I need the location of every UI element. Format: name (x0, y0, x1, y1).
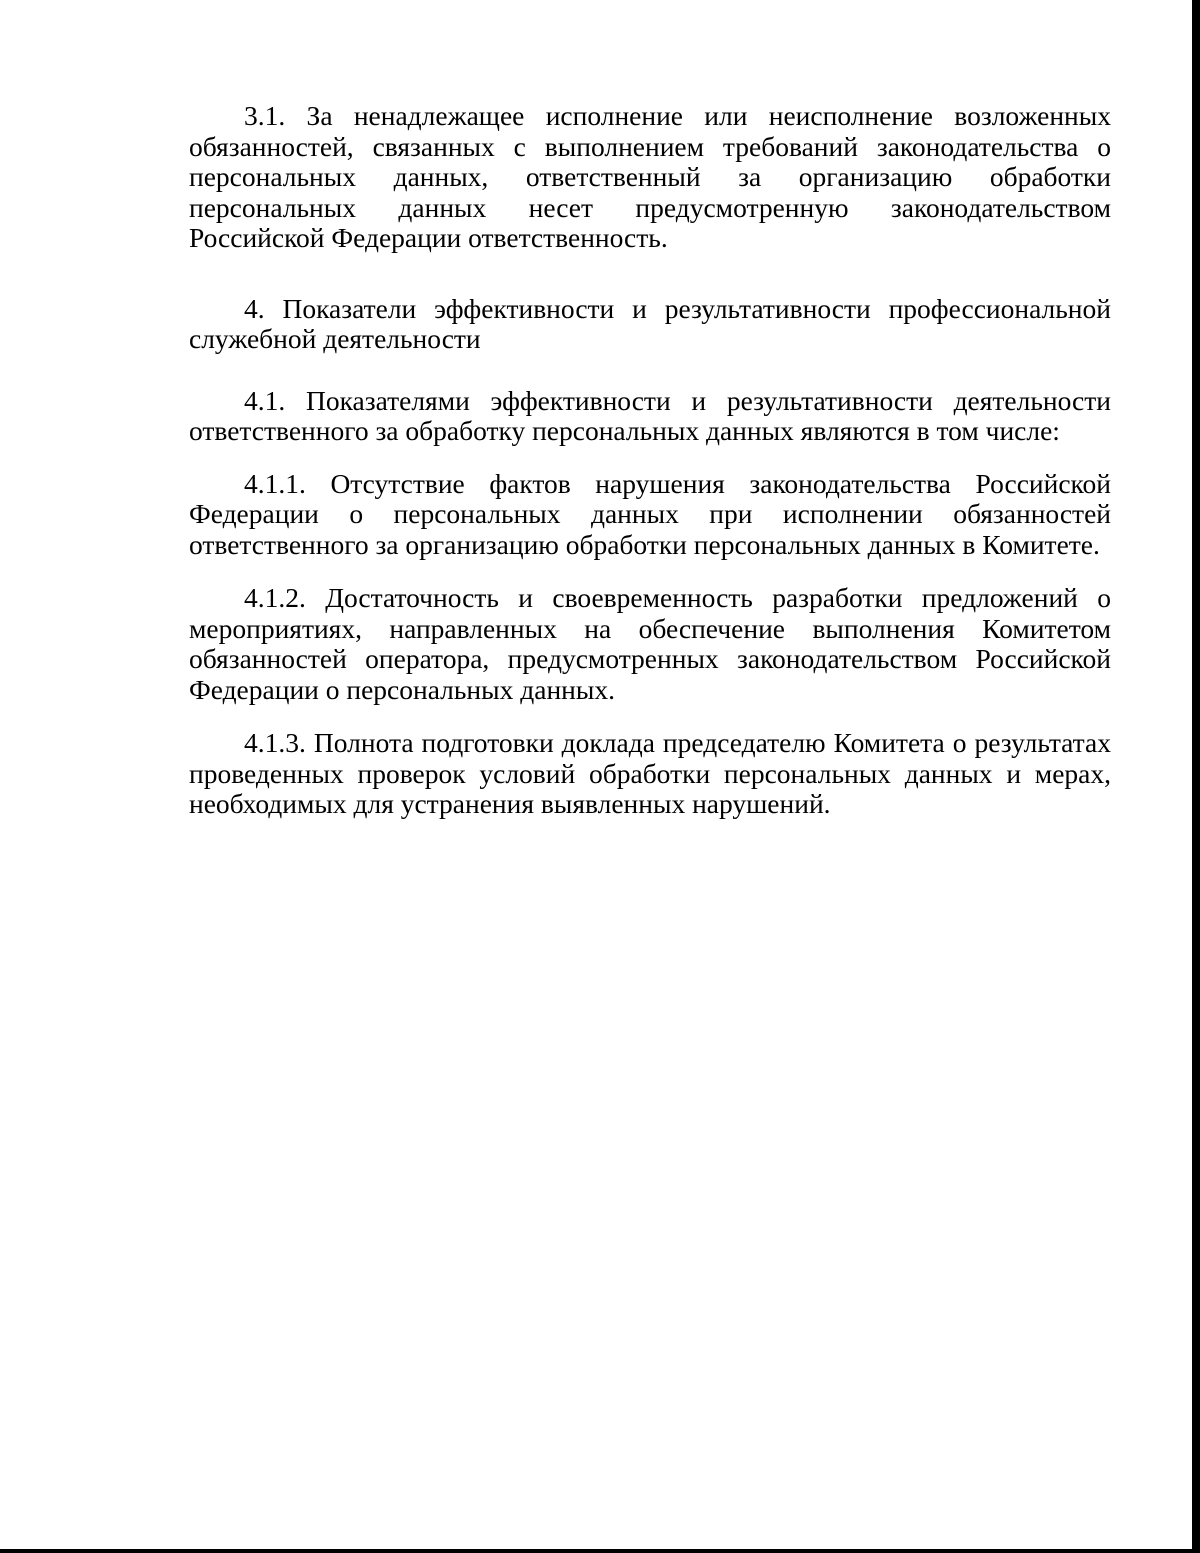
scan-edge-right (1192, 0, 1200, 1553)
scan-edge-bottom (0, 1549, 1200, 1553)
paragraph-3-1: 3.1. За ненадлежащее исполнение или неисполнение возложенных обязанностей, связанных с выполнением требований законодательства о персональных данных, ответственный за организацию обработки персональных данных несет предусмотренную законодательством Российской Федерации ответственность. (189, 100, 1111, 253)
paragraph-4-1-3: 4.1.3. Полнота подготовки доклада председателю Комитета о результатах проведенных проверок условий обработки персональных данных и мерах, необходимых для устранения выявленных нарушений. (189, 727, 1111, 819)
document-body (189, 101, 1111, 820)
paragraph-4-1: 4.1. Показателями эффективности и результативности деятельности ответственного за обработку персональных данных являются в том числе: (189, 384, 1111, 446)
section-heading-4: 4. Показатели эффективности и результативности профессиональной служебной деятельности (189, 292, 1111, 354)
paragraph-4-1-2: 4.1.2. Достаточность и своевременность разработки предложений о мероприятиях, направленных на обеспечение выполнения Комитетом обязанностей оператора, предусмотренных законодательством Российской Федерации о персональных данных. (189, 582, 1111, 705)
paragraph-4-1-1: 4.1.1. Отсутствие фактов нарушения законодательства Российской Федерации о персональных данных при исполнении обязанностей ответственного за организацию обработки персональных данных в Комитете. (189, 467, 1111, 560)
